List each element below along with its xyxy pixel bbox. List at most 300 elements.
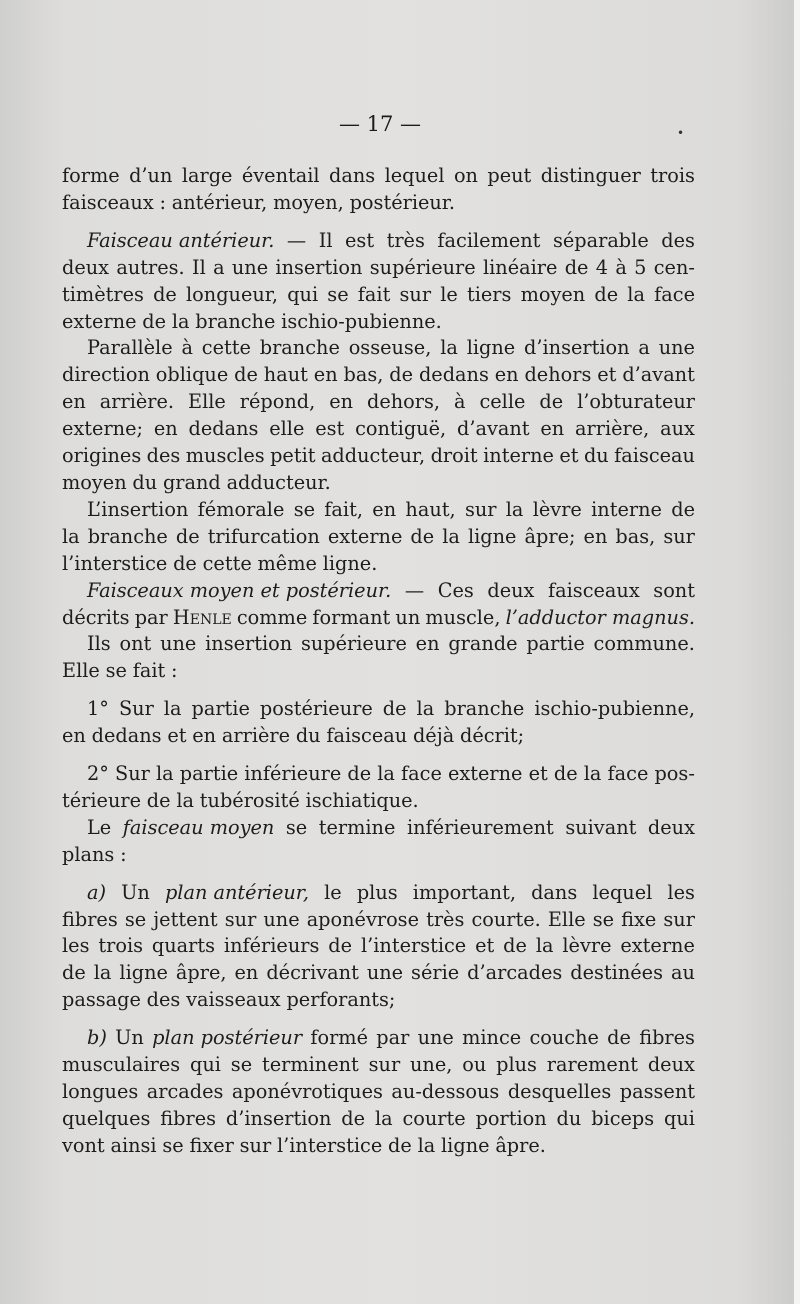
- word: muscle,: [425, 605, 501, 629]
- word: facilement: [437, 228, 541, 252]
- word: Parallèle: [87, 336, 173, 360]
- word: linéaire: [482, 255, 558, 279]
- word: d’avant: [622, 363, 695, 387]
- word: la: [442, 524, 460, 548]
- word: branche: [444, 697, 525, 721]
- word: le: [324, 880, 342, 904]
- word: en: [62, 390, 86, 414]
- word: timètres: [62, 282, 144, 306]
- word: trifurcation: [207, 524, 320, 548]
- word: pos-: [654, 762, 695, 786]
- word: ont: [119, 632, 152, 656]
- word: Sur: [118, 697, 154, 721]
- page-number: — 17 —: [338, 112, 422, 136]
- word: Un: [115, 1026, 144, 1050]
- word: vont: [62, 1133, 105, 1157]
- word: par: [376, 1026, 410, 1050]
- word: trois: [98, 934, 144, 958]
- word: d’un: [129, 164, 173, 187]
- word: décrivant: [266, 961, 359, 985]
- text-line: [62, 815, 695, 842]
- word: faisceaux: [548, 578, 640, 602]
- text-line: [62, 761, 695, 788]
- word: en: [313, 363, 338, 387]
- word: insertion: [205, 632, 293, 656]
- word: arcades: [146, 1080, 224, 1103]
- word: deux: [647, 815, 695, 839]
- word: aponévrose: [306, 907, 419, 931]
- text-line: [62, 362, 695, 389]
- word: :: [171, 659, 178, 683]
- word: perforants;: [286, 988, 396, 1012]
- word: interne: [483, 444, 554, 468]
- word: contiguë,: [355, 417, 447, 441]
- word: de: [410, 524, 435, 548]
- word: cette: [201, 336, 251, 360]
- word: à: [454, 390, 466, 414]
- word: on: [453, 164, 478, 187]
- word: la: [176, 788, 194, 812]
- word: important,: [412, 880, 516, 904]
- word: oblique: [155, 363, 229, 387]
- word: courte.: [471, 907, 541, 931]
- word: térieure: [62, 788, 141, 812]
- word: droit: [430, 444, 478, 468]
- word: série: [411, 961, 460, 985]
- word: de: [328, 934, 353, 958]
- word: au: [670, 961, 695, 985]
- word: se: [124, 907, 147, 931]
- word: arrière,: [575, 417, 650, 441]
- word: des: [146, 444, 181, 468]
- word: tubérosité: [199, 788, 300, 812]
- word: fait: [357, 282, 391, 306]
- word: se: [105, 659, 127, 683]
- text-line: [62, 907, 695, 934]
- word: la: [440, 336, 458, 360]
- word: sur: [663, 907, 695, 931]
- word: la: [374, 1106, 393, 1130]
- word: fixer: [189, 1133, 234, 1157]
- word: ischio-pubienne.: [281, 309, 442, 333]
- word: a: [213, 255, 225, 279]
- text-line: [62, 228, 695, 255]
- word: du: [583, 444, 609, 468]
- word: elle: [269, 417, 305, 441]
- word: longueur,: [186, 282, 279, 306]
- word: une,: [410, 1053, 453, 1077]
- word: se: [230, 1053, 253, 1077]
- word: qui: [190, 1053, 221, 1077]
- word: sur: [464, 497, 497, 521]
- word: Il: [318, 228, 333, 252]
- word: plus: [356, 880, 398, 904]
- word: à: [181, 336, 193, 360]
- word: trois: [650, 164, 695, 187]
- word: faisceau: [326, 724, 408, 748]
- text-line: [62, 497, 695, 524]
- word: fémorale: [197, 497, 285, 521]
- word: tiers: [466, 282, 512, 306]
- word: en: [234, 961, 259, 985]
- word: passent: [619, 1080, 695, 1103]
- word: qui: [664, 1106, 695, 1130]
- word: la: [62, 524, 80, 548]
- paragraph-gap: [62, 685, 695, 696]
- word: la: [583, 762, 602, 786]
- word: dehors,: [367, 390, 441, 414]
- text-line: [62, 578, 695, 605]
- word: desquelles: [507, 1080, 612, 1103]
- word: courte: [402, 1106, 466, 1130]
- word: suivant: [565, 815, 637, 839]
- word: éventail: [241, 164, 320, 187]
- word: insertion: [275, 255, 363, 279]
- word: inférieurement: [406, 815, 554, 839]
- text-line: [62, 1079, 695, 1106]
- word: moyen: [62, 470, 127, 494]
- word: externe;: [62, 417, 143, 441]
- word: âpre,: [175, 961, 227, 985]
- word: et: [475, 934, 495, 958]
- word: b): [87, 1026, 107, 1050]
- text-line: [62, 309, 695, 336]
- word: décrits: [62, 605, 130, 629]
- word: :: [120, 842, 127, 866]
- word: de: [503, 934, 527, 958]
- text-line: [62, 658, 695, 685]
- word: se: [293, 497, 315, 521]
- word: osseuse,: [348, 336, 432, 360]
- text-line: [62, 524, 695, 551]
- word: comme: [236, 605, 308, 629]
- word: Sur: [115, 762, 150, 786]
- text-line: [62, 282, 695, 309]
- word: l’interstice: [276, 1133, 383, 1157]
- word: ligne: [441, 1133, 490, 1157]
- word: les: [62, 934, 90, 958]
- text-line: [62, 551, 695, 578]
- word: bas,: [615, 524, 656, 548]
- word: sur: [399, 282, 432, 306]
- word: longues: [62, 1080, 139, 1103]
- word: partie: [526, 632, 585, 656]
- word: de: [389, 363, 414, 387]
- word: la: [416, 697, 435, 721]
- word: fixe: [621, 907, 657, 931]
- word: sur: [663, 524, 695, 548]
- word: même: [257, 551, 317, 575]
- word: face: [654, 282, 695, 306]
- text-line: [62, 1106, 695, 1133]
- text-line: [62, 470, 695, 497]
- word: postérieur.: [349, 190, 456, 214]
- text-line: [62, 190, 695, 217]
- word: la: [163, 697, 182, 721]
- word: séparable: [552, 228, 649, 252]
- word: direction: [62, 363, 150, 387]
- word: —: [286, 228, 307, 252]
- word: l’interstice: [62, 551, 168, 575]
- word: aponévrotiques: [231, 1080, 383, 1103]
- word: ligne.: [322, 551, 378, 575]
- text-line: [62, 443, 695, 470]
- word: supérieure: [369, 255, 476, 279]
- word: faisceau: [614, 444, 695, 468]
- word: répond,: [239, 390, 316, 414]
- text-line: [62, 1025, 695, 1052]
- word: en: [494, 363, 519, 387]
- word: peut: [487, 164, 532, 187]
- word: de: [146, 788, 171, 812]
- text-line: [62, 723, 695, 750]
- word: d’avant: [456, 417, 530, 441]
- word: de: [564, 255, 589, 279]
- word: externe: [620, 934, 695, 958]
- word: se: [162, 1133, 184, 1157]
- word: autres.: [116, 255, 185, 279]
- word: fibres: [639, 1026, 695, 1050]
- word: l’adductor magnus.: [505, 605, 695, 629]
- word: de: [594, 282, 619, 306]
- word: adducteur.: [226, 470, 331, 494]
- text-line: [62, 631, 695, 658]
- word: Un: [121, 880, 150, 904]
- word: antérieur,: [171, 190, 268, 214]
- text-line: [62, 696, 695, 723]
- word: de: [382, 697, 407, 721]
- word: en: [192, 724, 217, 748]
- word: supérieure: [300, 632, 407, 656]
- word: dans: [531, 880, 578, 904]
- word: et: [559, 444, 579, 468]
- word: Elle: [188, 390, 226, 414]
- word: le: [440, 282, 458, 306]
- word: terminent: [261, 1053, 359, 1077]
- word: sur: [239, 1133, 272, 1157]
- word: grande: [448, 632, 518, 656]
- word: très: [426, 907, 465, 931]
- word: plus: [496, 1053, 537, 1077]
- word: et: [597, 363, 617, 387]
- word: au-dessous: [391, 1080, 500, 1103]
- corner-mark: •: [677, 126, 685, 140]
- word: une: [417, 1026, 454, 1050]
- word: —: [404, 578, 425, 602]
- word: Ces: [437, 578, 474, 602]
- word: de: [671, 497, 695, 521]
- word: haut,: [405, 497, 456, 521]
- word: est: [345, 228, 375, 252]
- word: quelques: [62, 1106, 151, 1130]
- word: âpre.: [495, 1133, 546, 1157]
- word: de: [153, 282, 177, 306]
- word: couche: [529, 1026, 599, 1050]
- word: a): [87, 880, 107, 904]
- word: deux: [487, 578, 535, 602]
- word: forme: [62, 164, 120, 187]
- word: de: [607, 1026, 631, 1050]
- word: l’obturateur: [577, 390, 695, 414]
- word: ischiatique.: [305, 788, 419, 812]
- word: lequel: [384, 164, 445, 187]
- word: inférieure: [244, 762, 342, 786]
- word: ligne: [119, 961, 168, 985]
- word: de: [142, 309, 167, 333]
- word: branche: [195, 309, 276, 333]
- word: une: [231, 255, 269, 279]
- word: face: [607, 762, 649, 786]
- word: dans: [329, 164, 376, 187]
- word: biceps: [591, 1106, 655, 1130]
- word: par: [134, 605, 168, 629]
- word: Faisceau antérieur.: [87, 228, 275, 252]
- text-line: [62, 1133, 695, 1160]
- word: les: [667, 880, 695, 904]
- word: en: [62, 724, 86, 748]
- word: une: [366, 961, 404, 985]
- text-line: [62, 788, 695, 815]
- word: formé: [310, 1026, 368, 1050]
- word: cette: [202, 551, 252, 575]
- word: la: [417, 1133, 436, 1157]
- word: face: [401, 762, 442, 786]
- word: formant: [312, 605, 391, 629]
- word: du: [132, 470, 158, 494]
- word: celle: [479, 390, 526, 414]
- word: branche: [259, 336, 340, 360]
- word: sur: [368, 1053, 401, 1077]
- word: d’insertion: [524, 336, 630, 360]
- word: quarts: [151, 934, 216, 958]
- word: sont: [653, 578, 695, 602]
- word: une: [160, 632, 197, 656]
- word: portion: [475, 1106, 547, 1130]
- word: en: [372, 497, 397, 521]
- word: commune.: [593, 632, 695, 656]
- word: lequel: [592, 880, 653, 904]
- word: des: [661, 228, 695, 252]
- word: fibres: [62, 907, 118, 931]
- word: petit: [270, 444, 316, 468]
- word: haut: [263, 363, 308, 387]
- word: deux: [62, 255, 110, 279]
- word: la: [535, 934, 554, 958]
- word: deux: [647, 1053, 695, 1077]
- word: ou: [462, 1053, 487, 1077]
- word: cen-: [653, 255, 695, 279]
- word: Henle: [172, 605, 232, 629]
- word: et: [167, 724, 187, 748]
- word: rarement: [546, 1053, 638, 1077]
- word: la: [505, 497, 524, 521]
- word: plans: [62, 842, 115, 866]
- text-line: [62, 1052, 695, 1079]
- word: dedans: [91, 724, 162, 748]
- word: externe: [447, 762, 523, 786]
- word: en: [329, 390, 354, 414]
- word: bas,: [343, 363, 384, 387]
- word: dedans: [188, 417, 259, 441]
- word: plan antérieur,: [164, 880, 310, 904]
- word: aux: [660, 417, 695, 441]
- word: une: [658, 336, 695, 360]
- word: est: [315, 417, 345, 441]
- word: arrière.: [99, 390, 175, 414]
- word: inférieurs: [223, 934, 320, 958]
- word: postérieure: [259, 697, 373, 721]
- word: décrit;: [459, 724, 525, 748]
- word: Elle: [547, 907, 586, 931]
- text-line: [62, 605, 695, 632]
- word: vaisseaux: [186, 988, 281, 1012]
- word: la: [155, 762, 174, 786]
- word: destinées: [570, 961, 663, 985]
- text-line: [62, 987, 695, 1014]
- word: ligne: [466, 336, 516, 360]
- word: Le: [87, 815, 112, 839]
- word: plan postérieur: [152, 1026, 303, 1050]
- word: âpre;: [524, 524, 576, 548]
- word: a: [638, 336, 650, 360]
- word: un: [395, 605, 421, 629]
- word: moyen,: [273, 190, 344, 214]
- word: 4: [595, 255, 609, 279]
- word: fait: [132, 659, 166, 683]
- word: large: [181, 164, 233, 187]
- word: de: [62, 961, 86, 985]
- text-line: [62, 255, 695, 282]
- word: la: [93, 961, 112, 985]
- text-line: [62, 416, 695, 443]
- word: sur: [224, 907, 257, 931]
- word: de: [175, 524, 200, 548]
- word: de: [173, 551, 197, 575]
- word: faisceaux: [62, 190, 154, 214]
- word: faisceau moyen: [122, 815, 275, 839]
- word: la: [171, 309, 190, 333]
- text-line: [62, 163, 695, 190]
- word: ischio-pubienne,: [534, 697, 695, 721]
- text-line: [62, 842, 695, 869]
- paragraph-gap: [62, 869, 695, 880]
- word: en: [540, 417, 565, 441]
- word: l’interstice: [360, 934, 467, 958]
- word: lèvre: [562, 934, 612, 958]
- word: jettent: [153, 907, 218, 931]
- word: en: [583, 524, 608, 548]
- paragraph-gap: [62, 217, 695, 228]
- body-text: [62, 163, 695, 1160]
- word: musculaires: [62, 1053, 181, 1077]
- word: dehors: [524, 363, 592, 387]
- word: 2°: [87, 762, 109, 786]
- word: d’arcades: [467, 961, 563, 985]
- word: se: [592, 907, 615, 931]
- word: mince: [462, 1026, 522, 1050]
- word: se: [327, 282, 349, 306]
- word: d’insertion: [225, 1106, 332, 1130]
- text-line: [62, 335, 695, 362]
- word: 1°: [87, 697, 109, 721]
- word: de: [341, 1106, 366, 1130]
- word: du: [295, 724, 321, 748]
- word: externe: [327, 524, 403, 548]
- word: des: [146, 988, 181, 1012]
- word: lèvre: [532, 497, 582, 521]
- word: de: [539, 390, 564, 414]
- word: 5: [634, 255, 647, 279]
